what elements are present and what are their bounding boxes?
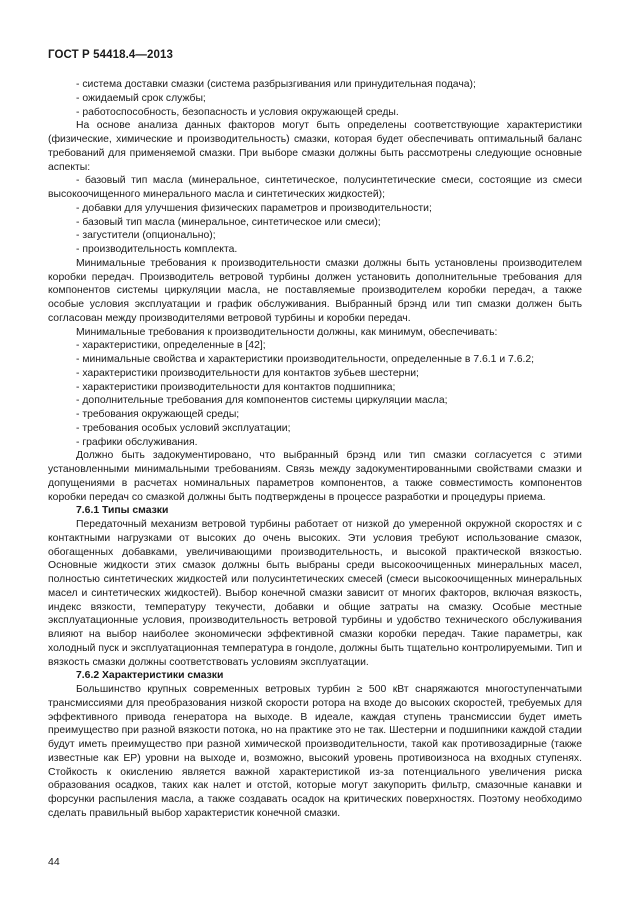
list-item: - ожидаемый срок службы; — [76, 92, 206, 104]
paragraph: Большинство крупных современных ветровых турбин ≥ 500 кВт снаряжаются многоступенчатыми трансмиссиями для преобразования низкой скорости ротора на входе до высоких скоростей, требуемых для эффективного привода генератора на выходе. В идеале, каждая ступень трансмиссии будет иметь преимущество при разной вязкости потока, но на практике это не так. Шестерни и подшипники каждой стадии будут иметь преимущество при разной химической производительности, такой как противозадирные (также известные как ЕР) уровни на выходе и, возможно, высокий уровень противоизноса на входных ступенях. Стойкость к окислению является важной характеристикой из-за потенциального увеличения риска образования осадков, таких как налет и отстой, которые могут закупорить фильтр, смазочные канавки и форсунки распыления масла, а также создавать осадок на критических поверхностях. Поэтому необходимо сделать правильный выбор характеристик конечной смазки. — [48, 684, 582, 819]
paragraph: Минимальные требования к производительности должны, как минимум, обеспечивать: — [76, 326, 498, 338]
paragraph: Должно быть задокументировано, что выбранный брэнд или тип смазки согласуется с этими установленными минимальными требованиям. Связь между задокументированными свойствами смазки и допущениями в расчетах номинальных параметров компонентов, а также совместимость компонентов коробки передач со смазкой должны быть подтверждены в процессе разработки и процедуры приема. — [48, 450, 582, 503]
section-heading: 7.6.1 Типы смазки — [76, 505, 169, 517]
paragraph: Минимальные требования к производительности смазки должны быть установлены производителем коробки передач. Производитель ветровой турбины должен установить дополнительные требования для компонентов системы циркуляции масла, не поставляемые производителем коробки передач, а также особые условия эксплуатации и график обслуживания. Выбранный брэнд или тип смазки должен быть согласован между производителями ветровой турбины и коробки передач. — [48, 257, 582, 324]
list-item: - добавки для улучшения физических параметров и производительности; — [76, 202, 432, 214]
list-item: - производительность комплекта. — [76, 244, 238, 255]
paragraph: Передаточный механизм ветровой турбины работает от низкой до умеренной окружной скоростях и с контактными нагрузками от высоких до очень высоких. Эти условия требуют использование смазок, обогащенных добавками, увеличивающими производительность, и высокой практической вязкостью. Основные жидкости этих смазок должны быть выбраны среди высокоочищенных минеральных масел, полностью синтетических жидкостей или полусинтетических смесей (смеси высокоочищенных минеральных масел и синтетических жидкостей). Выбор конечной смазки зависит от многих факторов, включая вязкость, индекс вязкости, температуру текучести, добавки и общие затраты на смазку. Особые местные эксплуатационные условия, производительность ветровой турбины и удобство технического обслуживания влияют на выбор наиболее экономически эффективной смазки коробки передач. Такие параметры, как холодный пуск и эксплуатационная температура в гондоле, должны быть тщательно контролируемыми. Тип и вязкость смазки должны соответствовать условиям эксплуатации. — [48, 519, 582, 668]
list-item: - графики обслуживания. — [76, 436, 198, 448]
list-item: - система доставки смазки (система разбрызгивания или принудительная подача); — [76, 79, 476, 90]
document-body — [48, 78, 582, 821]
list-item: - требования особых условий эксплуатации; — [76, 422, 291, 434]
page-number: 44 — [48, 856, 60, 868]
list-item: - минимальные свойства и характеристики производительности, определенные в 7.6.1 и 7.6.2; — [76, 354, 535, 365]
section-heading: 7.6.2 Характеристики смазки — [76, 670, 224, 682]
paragraph: - базовый тип масла (минеральное, синтетическое, полусинтетические смеси, состоящие из смеси высокоочищенного минерального масла и синтетических жидкостей); — [48, 175, 582, 200]
paragraph: На основе анализа данных факторов могут быть определены соответствующие характеристики (физические, химические и производительность) смазки, которая будет обеспечивать оптимальный баланс требований для применяемой смазки. При выборе смазки должны быть рассмотрены следующие основные аспекты: — [48, 120, 582, 173]
list-item: - требования окружающей среды; — [76, 409, 240, 420]
list-item: - характеристики производительности для контактов подшипника; — [76, 381, 396, 393]
list-item: - характеристики, определенные в [42]; — [76, 340, 266, 352]
document-header: ГОСТ Р 54418.4—2013 — [48, 49, 173, 61]
list-item: - характеристики производительности для контактов зубьев шестерни; — [76, 367, 419, 379]
list-item: - дополнительные требования для компонентов системы циркуляции масла; — [76, 395, 448, 407]
list-item: - работоспособность, безопасность и условия окружающей среды. — [76, 106, 399, 118]
list-item: - загустители (опционально); — [76, 230, 216, 242]
list-item: - базовый тип масла (минеральное, синтетическое или смеси); — [76, 216, 381, 228]
